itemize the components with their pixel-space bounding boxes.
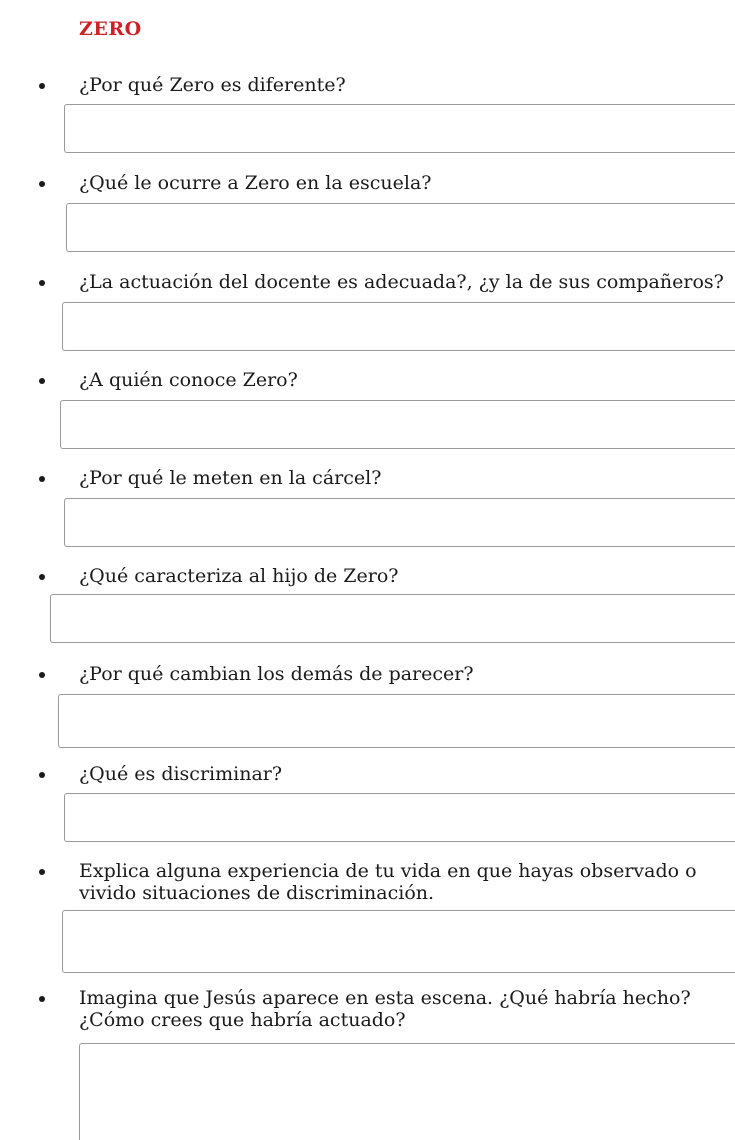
- question-9: Explica alguna experiencia de tu vida en que hayas observado o vivido situaciones de discriminación.: [79, 860, 697, 904]
- answer-box-6[interactable]: [50, 594, 735, 643]
- bullet-9: [39, 869, 45, 875]
- bullet-5: [39, 476, 45, 482]
- question-1: ¿Por qué Zero es diferente?: [79, 74, 346, 96]
- answer-box-9[interactable]: [62, 910, 735, 973]
- answer-box-10[interactable]: [79, 1043, 735, 1140]
- answer-box-2[interactable]: [66, 203, 735, 252]
- bullet-6: [39, 574, 45, 580]
- question-7: ¿Por qué cambian los demás de parecer?: [79, 663, 474, 685]
- answer-box-3[interactable]: [62, 302, 735, 351]
- question-5: ¿Por qué le meten en la cárcel?: [79, 467, 382, 489]
- question-8: ¿Qué es discriminar?: [79, 763, 283, 785]
- bullet-4: [39, 378, 45, 384]
- question-6: ¿Qué caracteriza al hijo de Zero?: [79, 565, 399, 587]
- bullet-7: [39, 672, 45, 678]
- bullet-8: [39, 772, 45, 778]
- answer-box-7[interactable]: [58, 694, 735, 748]
- question-3: ¿La actuación del docente es adecuada?, ¿y la de sus compañeros?: [79, 271, 724, 293]
- bullet-10: [39, 996, 45, 1002]
- question-2: ¿Qué le ocurre a Zero en la escuela?: [79, 172, 432, 194]
- answer-box-8[interactable]: [64, 793, 735, 842]
- worksheet-title: ZERO: [79, 18, 142, 40]
- answer-box-5[interactable]: [64, 498, 735, 547]
- bullet-1: [39, 83, 45, 89]
- bullet-2: [39, 181, 45, 187]
- question-4: ¿A quién conoce Zero?: [79, 369, 298, 391]
- answer-box-4[interactable]: [60, 400, 735, 449]
- bullet-3: [39, 280, 45, 286]
- question-10: Imagina que Jesús aparece en esta escena. ¿Qué habría hecho? ¿Cómo crees que habría actuado?: [79, 987, 691, 1031]
- answer-box-1[interactable]: [64, 104, 735, 153]
